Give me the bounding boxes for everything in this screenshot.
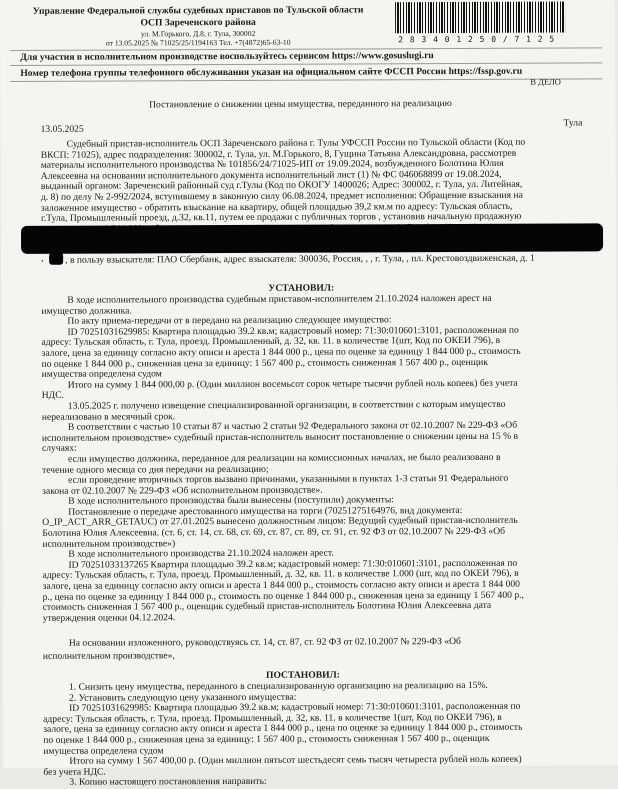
established-line: Итого на сумму 1 844 000,00 р. (Один миллион восемьсот сорок четыре тысячи рублей ноль копеек) без учета xyxy=(67,377,518,391)
barcode xyxy=(395,2,565,34)
intro-line: выданный органом: Зареченский районный суд г.Тулы (Код по ОКОГУ 1400026; Адрес: 300002, г. Тула, ул. Литейная, xyxy=(40,179,523,193)
established-line: утверждения оценки 04.12.2024. xyxy=(42,612,176,624)
established-line: адресу: Тульская область, г. Тула, проезд. Промышленный, д. 32, кв. 11. в количестве 1.000 (шт, код по ОКЕИ 796), в xyxy=(42,568,519,582)
intro-line: материалы исполнительного производства № 101856/24/71025-ИП от 19.09.2024, возбужденного Болотина Юлия xyxy=(40,157,504,172)
established-line: имущества определена судом xyxy=(41,368,162,380)
document-date: 13.05.2025 xyxy=(40,123,84,135)
established-line: случаях: xyxy=(41,442,77,455)
document-reference: от 13.05.2025 № 71025/25/1194163 Тел. +7(4872)65-63-10 xyxy=(105,37,291,48)
established-line: O_IP_ACT_ARR_GETAUC) от 27.01.2025 вынесено должностным лицом: Ведущий судебный пристав-исполнитель xyxy=(42,515,518,529)
established-line: залоге, цена за единицу согласно акту описи и ареста 1 844 000 р., цена по оценке за единицу 1 844 000 р., стоимость xyxy=(41,345,521,359)
intro-line: д. 8) по делу № 2-992/2024, вступившему в законную силу 06.08.2024, предмет исполнения: Обращение взыскания на xyxy=(40,189,523,203)
gosuslugi-notice: Для участия в исполнительном производстве воспользуйтесь сервисом https://www.gosuslugi.ru xyxy=(20,50,434,63)
established-line: исполнительном производстве» судебный пристав-исполнитель выносит постановление о снижении цены на 15 % в xyxy=(41,430,519,444)
intro-line: Судебный пристав-исполнитель ОСП Зареченского района г. Тулы УФССП России по Тульской области (Код по xyxy=(66,136,526,150)
established-section xyxy=(41,293,607,624)
established-line: В соответствии с частью 10 статьи 87 и частью 2 статьи 92 Федерального закона от 02.10.2007 № 229-ФЗ «Об xyxy=(67,419,518,433)
basis-line-1: На основании изложенного, руководствуясь ст. 14, ст. 87, ст. 92 ФЗ от 02.10.2007 № 229-ФЗ «Об xyxy=(68,635,461,649)
resolved-line: 3. Копию настоящего постановления направить: xyxy=(69,776,267,789)
established-line: стоимость сниженная 1 567 400 р., оценщик судебный пристав-исполнитель Болотина Юлия Алексеевна дата xyxy=(42,600,492,614)
resolved-line: Итого на сумму 1 567 400,00 р. (Один миллион пятьсот шестьдесят семь тысяч четыреста рублей ноль копеек) xyxy=(69,753,522,767)
document-city: Тула xyxy=(563,117,583,129)
resolved-line: залоге, цена за единицу согласно акту описи и ареста 1 844 000 р., цена по оценке за единицу 1 844 000 р., стоимость xyxy=(43,722,523,736)
established-line: залоге, цена за единицу согласно акту описи и ареста 1 844 000 р., стоимость согласно акту описи и ареста 1 844 000 xyxy=(42,578,520,592)
established-line: закона от 02.10.2007 № 229-ФЗ «Об исполнительном производстве». xyxy=(42,484,323,497)
resolved-line: имущества определена судом xyxy=(43,744,164,757)
established-line: по оценке 1 844 000 р., сниженная цена за единицу: 1 567 400 р., стоимость сниженная 1 567 400 р., оценщик xyxy=(41,356,488,370)
resolved-line: 2. Установить следующую цену указанного имущества: xyxy=(69,691,297,704)
resolved-section xyxy=(43,680,608,788)
redaction-bar-small xyxy=(49,253,63,265)
resolved-heading: ПОСТАНОВИЛ: xyxy=(265,669,340,681)
established-line: исполнительном производстве») xyxy=(42,537,176,550)
established-line: В ходе исполнительного производства судебным приставом-исполнителем 21.10.2024 наложен арест на xyxy=(67,292,492,306)
redaction-bar xyxy=(21,223,603,254)
intro-paragraph xyxy=(41,137,606,235)
comma-mark: , xyxy=(41,252,44,264)
established-line: В ходе исполнительного производства были вынесены (поступили) документы: xyxy=(68,494,394,507)
header-rule-bottom xyxy=(10,78,602,82)
established-line: адресу: Тульская область, г. Тула, проезд. Промышленный, д. 32, кв. 11. в количестве 1(шт, Код по ОКЕИ 796), в xyxy=(41,335,501,349)
established-line: если проведение вторичных торгов вызвано причинами, указанными в пунктах 1-3 статьи 91 Федерального xyxy=(68,472,509,486)
resolved-line: без учета НДС. xyxy=(43,766,106,778)
established-heading: УСТАНОВИЛ: xyxy=(268,282,335,294)
basis-line-2: исполнительном производстве», xyxy=(42,650,175,662)
resolved-line: ID 70251031629985: Квартира площадью 39.2 кв.м; кадастровый номер: 71:30:010601:3101, расположенная по xyxy=(69,700,521,714)
agency-name: Управление Федеральной службы судебных приставов по Тульской области xyxy=(32,4,364,17)
established-line: В ходе исполнительного производства 21.10.2024 наложен арест. xyxy=(68,547,334,560)
established-line: НДС. xyxy=(41,390,65,402)
established-line: Постановление о передаче арестованного имущества на торги (70251275164976, вид документа: xyxy=(68,504,463,518)
barcode-number: 2 8 3 4 0 1 2 5 0 / 7 1 2 5 xyxy=(398,34,556,45)
resolved-line: 1. Снизить цену имущества, переданного в специализированную организацию на реализацию на 15%. xyxy=(68,679,488,693)
established-line: ID 70251033137265 Квартира площадью 39.2 кв.м; кадастровый номер: 71:30:010601:3101, расположенная по xyxy=(68,557,518,571)
established-line: имущество должника. xyxy=(41,305,132,317)
established-line: течение одного месяца со дня передачи на реализацию; xyxy=(42,463,269,476)
established-line: р., цена по оценке за единицу 1 844 000 р., стоимость по оценке 1 844 000 р., сниженная цена за единицу 1 567 400 р., xyxy=(42,589,524,603)
department-name: ОСП Зареченского района xyxy=(140,16,256,29)
established-line: По акту приема-передачи от в передано на реализацию следующее имущество: xyxy=(67,314,392,327)
resolved-line: адресу: Тульская область, г. Тула, проезд. Промышленный, д. 32, кв. 11. в количестве 1(шт, Код по ОКЕИ 796), в xyxy=(43,711,502,725)
established-line: 13.05.2025 г. получено извещение специализированной организации, в соответствии с которым имущество xyxy=(67,398,506,412)
resolved-line: по оценке 1 844 000 р., сниженная цена за единицу: 1 567 400 р., стоимость сниженная 1 567 400 р., оценщик xyxy=(43,732,490,746)
established-line: Болотина Юлия Алексеевна. (ст. 6, ст. 14, ст. 68, ст. 69, ст. 87, ст. 89, ст. 91, ст. 92 ФЗ от 02.10.2007 № 229-ФЗ «Об xyxy=(42,525,506,539)
intro-line: ВКСП: 71025), адрес подразделения: 300002, г. Тула, ул. М.Горького, 8, Гущина Татьяна Александровна, рассмотрев xyxy=(40,147,517,161)
established-line: нереализовано в месячный срок. xyxy=(41,410,176,423)
intro-line: г.Тула, Промышленный проезд, д.32, кв.11, путем ее продажи с публичных торгов , установив начальную продажную xyxy=(40,210,522,224)
creditor-line: , в пользу взыскателя: ПАО Сбербанк, адрес взыскателя: 300036, Россия, , , г. Тула, , пл. Крестовоздвиженская, д. 1 xyxy=(65,252,535,266)
established-line: если имущество должника, переданное для реализации на комиссионных началах, не было реализовано в xyxy=(67,451,501,465)
established-line: ID 70251031629985: Квартира площадью 39.2 кв.м; кадастровый номер: 71:30:010601:3101, расположенная по xyxy=(67,324,519,338)
intro-line: Алексеевна на основании исполнительного документа исполнительный лист (1) № ФС 046068899 от 19.08.2024, xyxy=(40,168,502,182)
document-title: Постановление о снижении цены имущества, переданного на реализацию xyxy=(149,98,452,111)
department-address: ул. М.Горького, Д.8, г. Тула, 300002 xyxy=(140,28,256,39)
intro-line: заложенное имущество - обратить взыскание на квартиру, общей площадью 39,2 км.м по адресу: Тульская область, xyxy=(40,200,513,214)
v-delo-stamp: В ДЕЛО xyxy=(530,76,561,87)
phone-notice: Номер телефона группы телефонного обслуживания указан на официальном сайте ФССП России https://fssp.gov.ru xyxy=(20,65,523,79)
